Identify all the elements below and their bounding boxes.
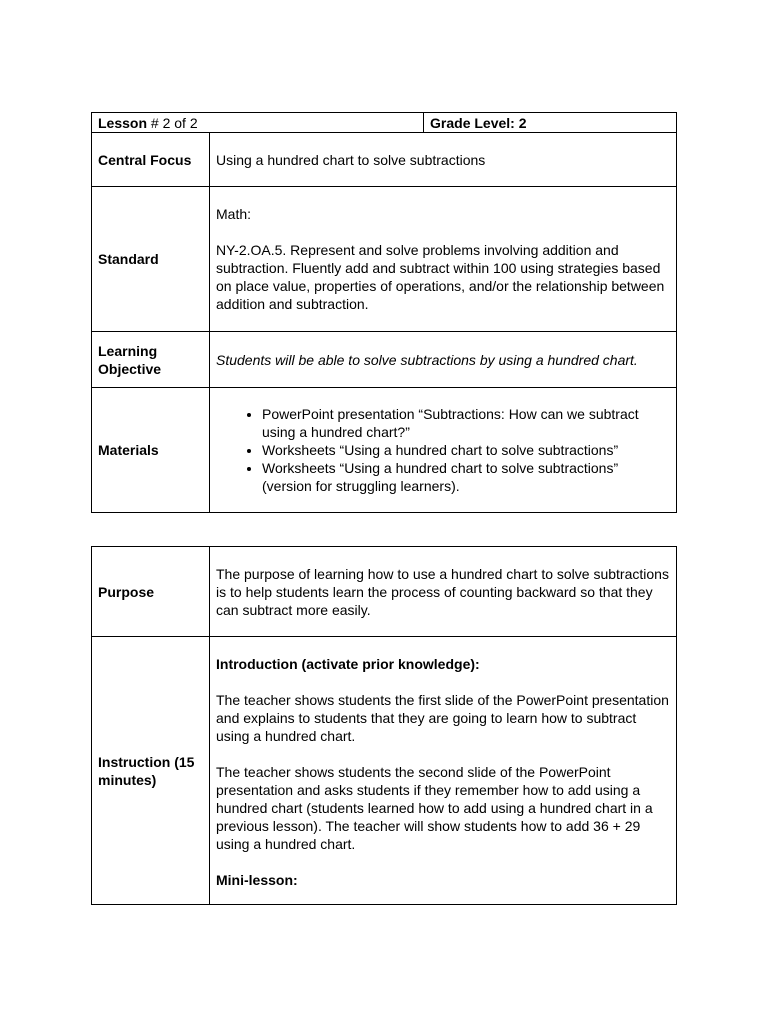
central-focus-label: Central Focus [92, 133, 210, 187]
lesson-info-table [91, 112, 677, 513]
instruction-row [92, 637, 677, 905]
materials-item: • Worksheets “Using a hundred chart to solve subtractions” (version for struggling learners). [262, 459, 670, 495]
instruction-label: Instruction (15 minutes) [92, 637, 210, 905]
materials-item: • PowerPoint presentation “Subtractions: How can we subtract using a hundred chart?” [262, 405, 670, 441]
lesson-row [92, 113, 677, 133]
central-focus-value: Using a hundred chart to solve subtractions [210, 133, 677, 187]
standard-row [92, 187, 677, 332]
objective-label-line2: Objective [98, 360, 162, 377]
standard-text: NY-2.OA.5. Represent and solve problems involving addition and subtraction. Fluently add and subtract within 100 using strategies based on place value, properties of operations, and/or the relationship between addition and subtraction. [216, 242, 665, 312]
lesson-cell [92, 113, 424, 133]
objective-label-line1: Learning [98, 342, 158, 359]
materials-label: Materials [92, 388, 210, 513]
central-focus-row [92, 133, 677, 187]
lesson-label: Lesson [98, 114, 148, 131]
instruction-paragraph: The teacher shows students the first slide of the PowerPoint presentation and explains to students that they are going to learn how to subtract using a hundred chart. [216, 692, 669, 744]
purpose-row [92, 547, 677, 637]
lesson-number: # 2 of 2 [147, 114, 198, 131]
purpose-text: The purpose of learning how to use a hundred chart to solve subtractions is to help students learn the process of counting backward so that they can subtract more easily. [210, 547, 677, 637]
objective-row [92, 332, 677, 388]
standard-cell [210, 187, 677, 332]
materials-row [92, 388, 677, 513]
materials-cell [210, 388, 677, 513]
objective-label [92, 332, 210, 388]
instruction-cell [210, 637, 677, 905]
objective-text: Students will be able to solve subtractions by using a hundred chart. [210, 332, 677, 388]
instruction-paragraph: The teacher shows students the second slide of the PowerPoint presentation and asks students if they remember how to add using a hundred chart (students learned how to add using a hundred chart in a previous lesson). The teacher will show students how to add 36 + 29 using a hundred chart. [216, 764, 653, 852]
materials-item: • Worksheets “Using a hundred chart to solve subtractions” [262, 441, 670, 459]
purpose-label: Purpose [92, 547, 210, 637]
lesson-procedure-table [91, 546, 677, 905]
intro-heading: Introduction (activate prior knowledge): [216, 656, 480, 672]
materials-list [216, 405, 670, 495]
grade-level: Grade Level: 2 [424, 113, 677, 133]
standard-subject: Math: [216, 206, 252, 222]
mini-lesson-heading: Mini-lesson: [216, 872, 298, 888]
standard-label: Standard [92, 187, 210, 332]
